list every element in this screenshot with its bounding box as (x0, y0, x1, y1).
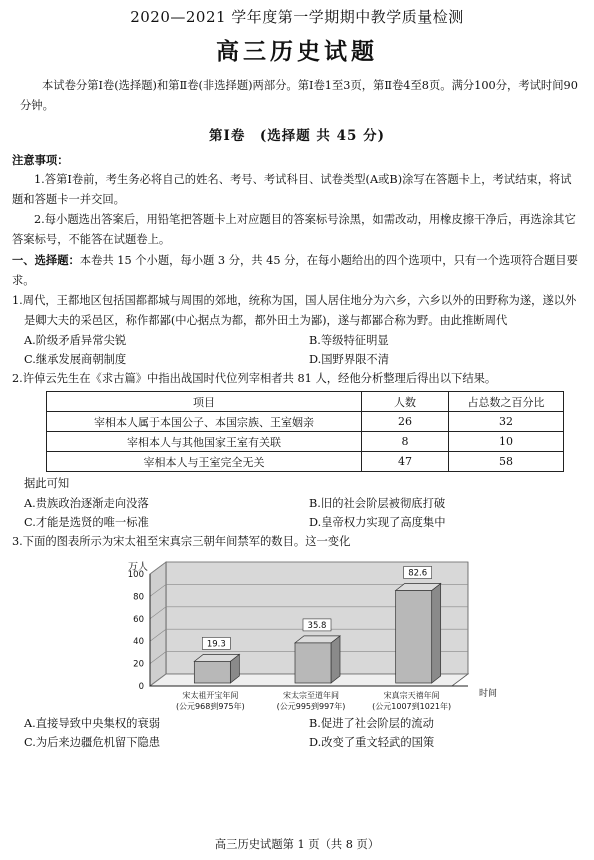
x-tick-label: 宋真宗天禧年间 (383, 691, 440, 700)
table-cell: 58 (449, 452, 564, 472)
question-2-option-a: A.贵族政治逐渐走向没落 (24, 497, 149, 510)
troop-bar-chart (0, 552, 594, 714)
y-tick-label: 20 (133, 659, 144, 670)
question-2-option-c: C.才能是选贤的唯一标准 (24, 516, 149, 529)
y-tick-label: 40 (133, 637, 144, 648)
table-cell: 47 (362, 452, 449, 472)
table-row (47, 412, 564, 432)
table-row (47, 432, 564, 452)
choice-section-intro (0, 250, 594, 291)
notice-heading: 注意事项： (12, 153, 69, 167)
table-cell: 宰相本人与王室完全无关 (47, 452, 362, 472)
bar (396, 590, 432, 683)
question-1-option-b: B.等级特征明显 (309, 334, 389, 347)
question-3-option-a: A.直接导致中央集权的衰弱 (24, 717, 161, 730)
table-header-percent: 占总数之百分比 (449, 392, 564, 412)
table-header-item: 项目 (47, 392, 362, 412)
y-tick-label: 0 (138, 682, 144, 692)
data-label: 19.3 (206, 639, 226, 650)
bar-side (432, 583, 441, 683)
question-3-stem: 3.下面的图表所示为宋太祖至宋真宗三朝年间禁军的数目。这一变化 (12, 535, 351, 548)
data-label: 82.6 (408, 568, 428, 579)
y-tick-label: 80 (133, 592, 144, 603)
x-axis-label: 时间 (478, 689, 498, 699)
section-title: 第Ⅰ卷 (选择题 共 45 分) (209, 128, 385, 144)
notice-item-2: 2.每小题选出答案后，用铅笔把答题卡上对应题目的答案标号涂黑，如需改动，用橡皮擦干净后，再选涂其它答案标号，不能答在试题卷上。 (12, 213, 576, 246)
x-tick-label: (公元995到997年) (276, 702, 346, 711)
x-tick-label: 宋太宗至道年间 (283, 691, 339, 700)
question-2-option-d: D.皇帝权力实现了高度集中 (309, 516, 446, 529)
table-header-count: 人数 (362, 392, 449, 412)
table-cell: 26 (362, 412, 449, 432)
chart-side-wall (150, 562, 166, 686)
notice-item-1: 1.答第Ⅰ卷前，考生务必将自己的姓名、考号、考试科目、试卷类型(A或B)涂写在答题卡上，考试结束，将试题和答题卡一并交回。 (12, 173, 572, 206)
question-2 (0, 369, 594, 389)
table-cell: 32 (449, 412, 564, 432)
y-axis-label: 万人 (128, 562, 148, 573)
subject-title: 高三历史试题 (216, 38, 378, 65)
table-cell: 10 (449, 432, 564, 452)
question-2-stem: 2.许倬云先生在《求古篇》中指出战国时代位列宰相者共 81 人，经他分析整理后得出以下结果。 (12, 372, 497, 385)
exam-intro: 本试卷分第Ⅰ卷(选择题)和第Ⅱ卷(非选择题)两部分。第Ⅰ卷1至3页，第Ⅱ卷4至8页。满分100分，考试时间90分钟。 (20, 79, 578, 112)
y-tick-label: 100 (127, 570, 144, 580)
y-tick-label: 60 (133, 614, 144, 625)
table-row (47, 452, 564, 472)
x-tick-label: 宋太祖开宝年间 (182, 691, 239, 700)
question-1-option-c: C.继承发展商朝制度 (24, 353, 127, 366)
question-3-option-b: B.促进了社会阶层的流动 (309, 717, 434, 730)
question-2-table (46, 391, 564, 472)
chart-canvas (0, 552, 594, 714)
bar (295, 643, 331, 683)
page-footer: 高三历史试题第 1 页（共 8 页） (214, 838, 380, 851)
bar-side (331, 636, 340, 683)
exam-header-line: 2020—2021 学年度第一学期期中教学质量检测 (130, 8, 464, 26)
question-3-options (0, 714, 594, 752)
choice-section-label: 一、选择题： (12, 253, 80, 267)
table-cell: 宰相本人属于本国公子、本国宗族、王室姻亲 (47, 412, 362, 432)
question-1 (0, 291, 594, 331)
question-3 (0, 532, 594, 552)
data-label: 35.8 (307, 620, 327, 631)
x-tick-label: (公元1007到1021年) (372, 702, 452, 711)
question-1-option-d: D.国野界限不清 (309, 353, 390, 366)
choice-section-text: 本卷共 15 个小题，每小题 3 分，共 45 分，在每小题给出的四个选项中，只有一个选项符合题目要求。 (12, 254, 578, 287)
question-3-option-c: C.为后来边疆危机留下隐患 (24, 736, 161, 749)
question-2-option-b: B.旧的社会阶层被彻底打破 (309, 497, 446, 510)
question-2-options (0, 494, 594, 532)
question-1-options (0, 331, 594, 369)
question-2-lead: 据此可知 (24, 477, 70, 490)
table-cell: 8 (362, 432, 449, 452)
question-3-option-d: D.改变了重文轻武的国策 (309, 736, 435, 749)
table-cell: 宰相本人与其他国家王室有关联 (47, 432, 362, 452)
question-1-option-a: A.阶级矛盾异常尖锐 (24, 334, 127, 347)
x-tick-label: (公元968到975年) (175, 702, 245, 711)
table-header-row (47, 392, 564, 412)
question-1-stem: 1.周代，王都地区包括国都都城与周围的郊地，统称为国，国人居住地分为六乡，六乡以外的田野称为遂，遂以外是卿大夫的采邑区，称作都鄙(中心据点为都，都外田土为鄙)，遂与都鄙合称为野。由此推断周代 (12, 294, 577, 327)
bar (194, 661, 230, 683)
